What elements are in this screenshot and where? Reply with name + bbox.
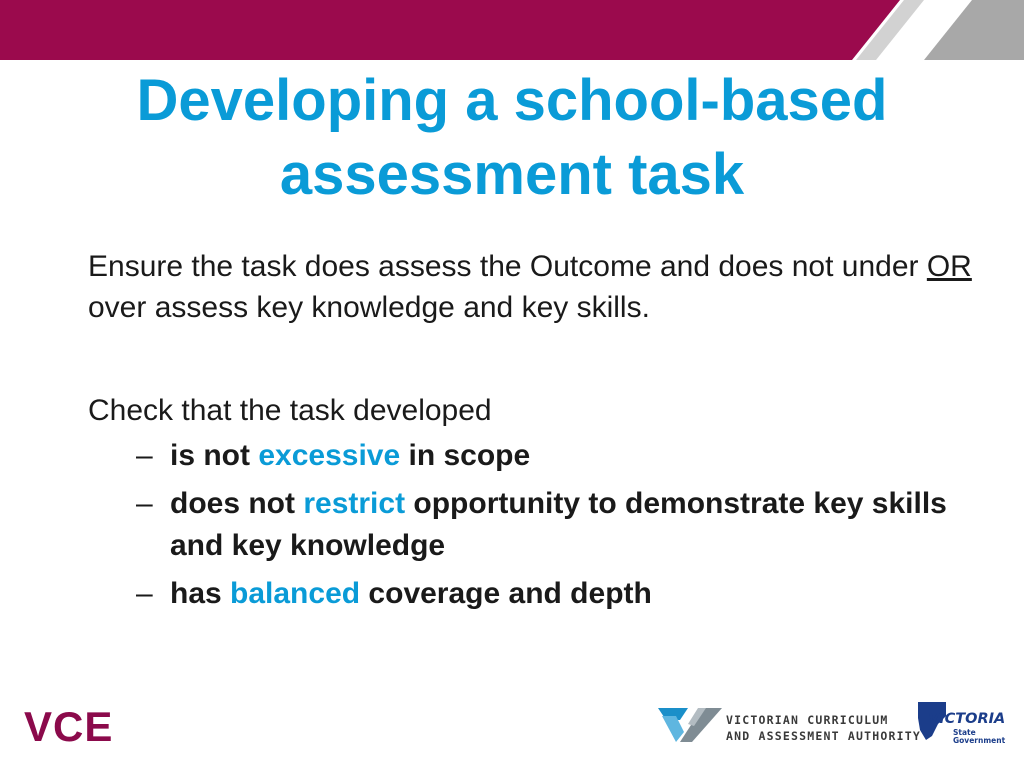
dash-bullet: –	[136, 577, 153, 610]
paragraph-part-1: Ensure the task does assess the Outcome and does not under	[88, 250, 927, 283]
vcaa-text	[726, 712, 921, 744]
intro-paragraph	[88, 246, 988, 328]
title-line-2: assessment task	[279, 142, 745, 207]
vcaa-line-2: AND ASSESSMENT AUTHORITY	[726, 729, 921, 743]
victoria-subtext	[953, 729, 1005, 745]
slide-title	[0, 64, 1024, 212]
vcaa-logo	[658, 702, 921, 748]
victoria-sub-1: State	[953, 728, 976, 737]
vce-logo: VCE	[24, 703, 114, 750]
bullet-text-before: has	[170, 577, 231, 610]
bullet-item	[88, 573, 988, 615]
bullet-text-before: is not	[170, 439, 259, 472]
bullet-text-after: in scope	[400, 439, 531, 472]
title-line-1: Developing a school-based	[136, 68, 888, 133]
top-banner	[0, 0, 1024, 60]
bullet-item	[88, 435, 988, 477]
dash-bullet: –	[136, 487, 153, 520]
check-intro: Check that the task developed	[88, 394, 492, 427]
bullet-highlight: balanced	[230, 577, 361, 610]
victoria-sub-2: Government	[953, 736, 1006, 745]
slide-body	[88, 246, 988, 621]
paragraph-underlined: OR	[926, 250, 972, 283]
vcaa-line-1: VICTORIAN CURRICULUM	[726, 713, 889, 727]
bullet-text-before: does not	[170, 487, 304, 520]
victoria-logo	[916, 700, 1006, 750]
bullet-item	[88, 483, 988, 567]
vcaa-mark-icon	[658, 702, 722, 746]
bullet-text-after: opportunity to demonstrate key skills and key knowledge	[170, 487, 947, 562]
dash-bullet: –	[136, 439, 153, 472]
bullet-list	[88, 435, 988, 615]
banner-graphic	[0, 0, 1024, 60]
victoria-wordmark: VICTORIA	[928, 711, 1006, 727]
bullet-text-after: coverage and depth	[360, 577, 652, 610]
paragraph-part-2: over assess key knowledge and key skills.	[88, 291, 650, 324]
bullet-highlight: restrict	[303, 487, 406, 520]
bullet-highlight: excessive	[258, 439, 401, 472]
